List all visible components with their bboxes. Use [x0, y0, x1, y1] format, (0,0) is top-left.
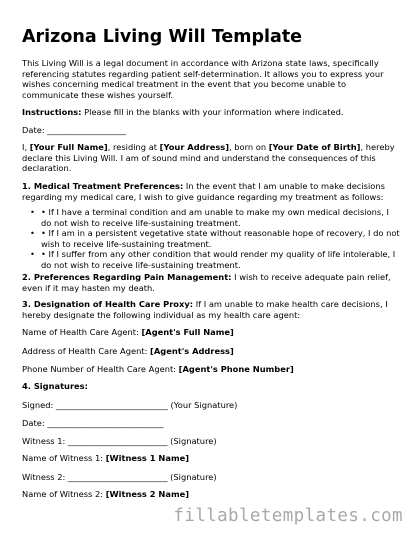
- agent-name-placeholder[interactable]: [Agent's Full Name]: [141, 327, 234, 337]
- agent-phone-placeholder[interactable]: [Agent's Phone Number]: [178, 364, 294, 374]
- section-3: [22, 299, 400, 320]
- intro-paragraph: [22, 58, 400, 100]
- section-3-heading: 3. Designation of Health Care Proxy:: [22, 299, 194, 309]
- witness-1-signature-line[interactable]: [22, 436, 400, 447]
- witness-1-signature-text: Witness 1: ________________________ (Signature): [22, 436, 217, 446]
- signed-line[interactable]: [22, 400, 400, 411]
- signature-date-line[interactable]: [22, 418, 400, 429]
- intro-text: This Living Will is a legal document in accordance with Arizona state laws, specifically referencing statutes regarding patient self-determination. It allows you to express your wishes concerning medical treatment in the event that you become unable to communicate these wishes yourself.: [22, 58, 384, 100]
- agent-name-label: Name of Health Care Agent:: [22, 327, 142, 337]
- agent-address-placeholder[interactable]: [Agent's Address]: [150, 346, 234, 356]
- section-1-text: In the event that I am unable to make decisions regarding my medical care, I wish to give guidance regarding my treatment as follows:: [22, 181, 385, 202]
- declaration-text-1: I,: [22, 142, 30, 152]
- treatment-list: [22, 207, 400, 271]
- bullet-icon: •: [30, 228, 35, 239]
- watermark: fillabletemplates.com: [173, 506, 403, 526]
- agent-address-line: [22, 346, 400, 357]
- declaration-text-4: , hereby declare this Living Will. I am of sound mind and understand the consequences of this declaration.: [22, 142, 395, 174]
- signed-line-text: Signed: ___________________________ (Your Signature): [22, 400, 238, 410]
- section-2-heading: 2. Preferences Regarding Pain Management:: [22, 272, 232, 282]
- list-item: • • If I am in a persistent vegetative state without reasonable hope of recovery, I do not wish to receive life-sustaining treatment.: [30, 228, 400, 249]
- declaration-paragraph: [22, 142, 400, 174]
- witness-1-name-label: Name of Witness 1:: [22, 453, 106, 463]
- witness-2-signature-text: Witness 2: ________________________ (Signature): [22, 472, 217, 482]
- section-1-heading: 1. Medical Treatment Preferences:: [22, 181, 184, 191]
- section-4-heading: 4. Signatures:: [22, 381, 88, 391]
- witness-2-name-label: Name of Witness 2:: [22, 489, 106, 499]
- section-3-text: If I am unable to make health care decisions, I hereby designate the following individual as my health care agent:: [22, 299, 388, 320]
- section-1: [22, 181, 400, 202]
- list-item: • • If I suffer from any other condition that would render my quality of life intolerable, I do not wish to receive life-sustaining treatment.: [30, 249, 396, 270]
- agent-phone-line: [22, 364, 400, 375]
- witness-2-signature-line[interactable]: [22, 472, 400, 483]
- instructions-paragraph: [22, 107, 400, 118]
- witness-1-name-line: [22, 453, 400, 464]
- witness-1-name-placeholder[interactable]: [Witness 1 Name]: [105, 453, 190, 463]
- agent-name-line: [22, 327, 400, 338]
- section-4: [22, 381, 400, 392]
- date-field-line[interactable]: [22, 125, 400, 136]
- declaration-text-2: , residing at: [107, 142, 160, 152]
- bullet-icon: •: [30, 207, 35, 217]
- declaration-text-3: , born on: [228, 142, 269, 152]
- date-line-text: Date: ___________________: [22, 125, 127, 135]
- signature-date-text: Date: ____________________________: [22, 418, 164, 428]
- address-placeholder[interactable]: [Your Address]: [159, 142, 229, 152]
- bullet-icon: •: [30, 249, 35, 260]
- list-item: • • If I have a terminal condition and am unable to make my own medical decisions, I do not wish to receive life-sustaining treatment.: [30, 207, 389, 228]
- agent-phone-label: Phone Number of Health Care Agent:: [22, 364, 179, 374]
- agent-address-label: Address of Health Care Agent:: [22, 346, 151, 356]
- section-2: [22, 272, 400, 293]
- section-2-text: I wish to receive adequate pain relief, even if it may hasten my death.: [22, 272, 391, 293]
- witness-2-name-placeholder[interactable]: [Witness 2 Name]: [105, 489, 190, 499]
- dob-placeholder[interactable]: [Your Date of Birth]: [268, 142, 361, 152]
- full-name-placeholder[interactable]: [Your Full Name]: [29, 142, 108, 152]
- instructions-label: Instructions:: [22, 107, 82, 117]
- witness-2-name-line: [22, 489, 400, 500]
- instructions-text: Please fill in the blanks with your information where indicated.: [81, 107, 344, 117]
- document-title: Arizona Living Will Template: [22, 27, 303, 47]
